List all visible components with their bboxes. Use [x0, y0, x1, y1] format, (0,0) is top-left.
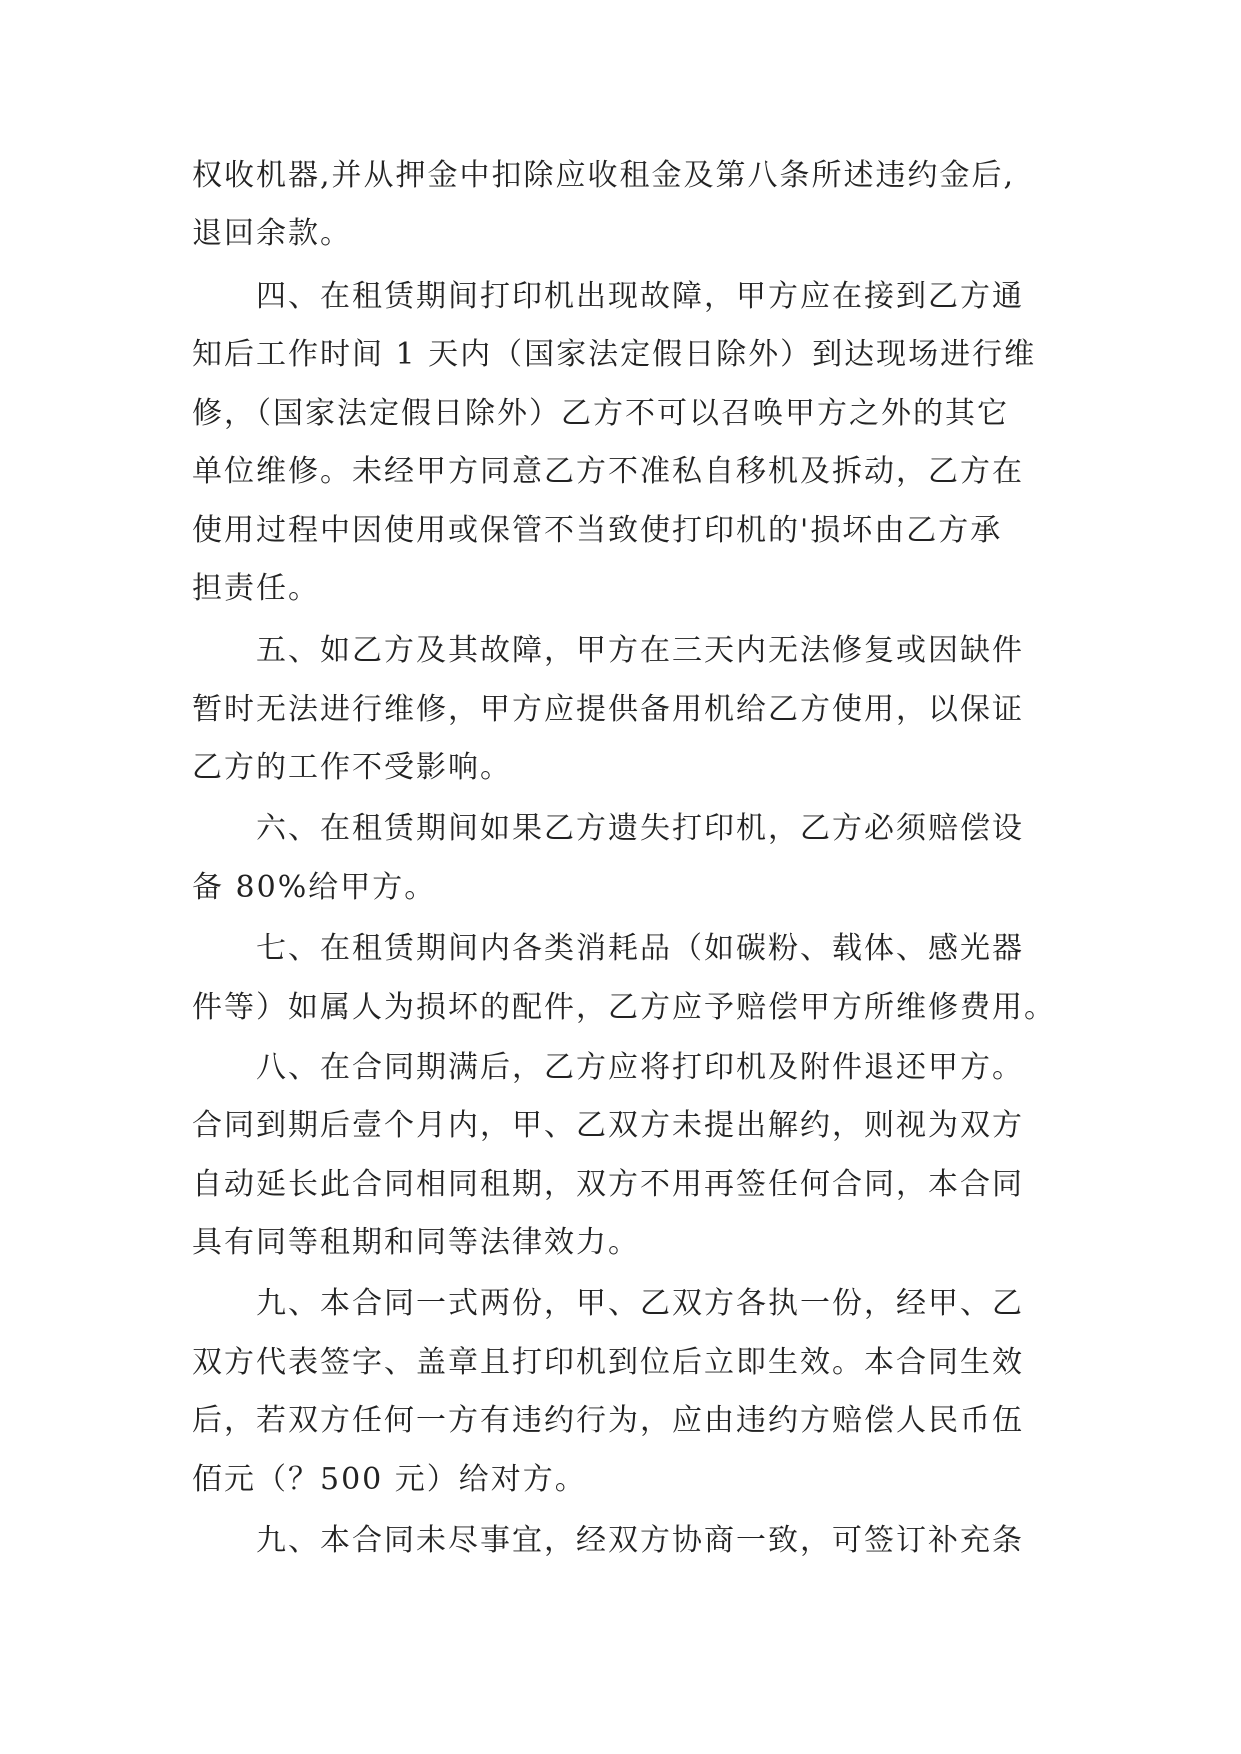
text-line: 单位维修。未经甲方同意乙方不准私自移机及拆动，乙方在	[192, 454, 1024, 489]
text-line: 佰元（？500 元）给对方。	[192, 1462, 587, 1497]
text-line: 暂时无法进行维修，甲方应提供备用机给乙方使用，以保证	[192, 692, 1024, 727]
text-line: 乙方的工作不受影响。	[192, 750, 512, 785]
paragraph-start-line: 四、在租赁期间打印机出现故障，甲方应在接到乙方通	[256, 279, 1024, 314]
text-line: 合同到期后壹个月内，甲、乙双方未提出解约，则视为双方	[192, 1108, 1024, 1143]
text-line: 双方代表签字、盖章且打印机到位后立即生效。本合同生效	[192, 1345, 1024, 1380]
text-line: 件等）如属人为损坏的配件，乙方应予赔偿甲方所维修费用。	[192, 990, 1056, 1025]
paragraph-start-line: 九、本合同一式两份，甲、乙双方各执一份，经甲、乙	[256, 1286, 1024, 1321]
paragraph-start-line: 六、在租赁期间如果乙方遗失打印机，乙方必须赔偿设	[256, 811, 1024, 846]
paragraph-start-line: 五、如乙方及其故障，甲方在三天内无法修复或因缺件	[256, 633, 1024, 668]
text-line: 退回余款。	[192, 216, 352, 251]
text-line: 担责任。	[192, 571, 320, 606]
text-line: 权收机器,并从押金中扣除应收租金及第八条所述违约金后,	[192, 158, 1016, 193]
paragraph-start-line: 八、在合同期满后，乙方应将打印机及附件退还甲方。	[256, 1050, 1024, 1085]
text-line: 具有同等租期和同等法律效力。	[192, 1225, 640, 1260]
text-line: 修，（国家法定假日除外）乙方不可以召唤甲方之外的其它	[192, 396, 1009, 431]
paragraph-start-line: 七、在租赁期间内各类消耗品（如碳粉、载体、感光器	[256, 931, 1024, 966]
text-line: 知后工作时间 1 天内（国家法定假日除外）到达现场进行维	[192, 337, 1037, 372]
text-line: 自动延长此合同相同租期，双方不用再签任何合同，本合同	[192, 1167, 1024, 1202]
text-line: 后，若双方任何一方有违约行为，应由违约方赔偿人民币伍	[192, 1403, 1024, 1438]
text-line: 使用过程中因使用或保管不当致使打印机的'损坏由乙方承	[192, 513, 1003, 548]
paragraph-start-line: 九、本合同未尽事宜，经双方协商一致，可签订补充条	[256, 1523, 1024, 1558]
text-line: 备 80%给甲方。	[192, 870, 437, 905]
